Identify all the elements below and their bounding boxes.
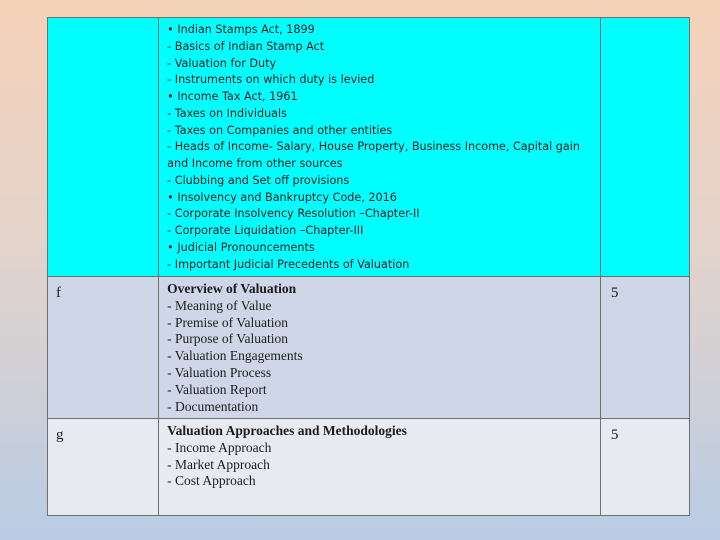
list-item: - Income Approach <box>167 439 272 455</box>
list-item: • Judicial Pronouncements <box>167 240 315 254</box>
list-item: - Corporate Insolvency Resolution –Chapter-II <box>167 207 420 221</box>
row-label: g <box>56 427 64 443</box>
topics-cell <box>159 419 601 516</box>
marks-cell <box>600 18 689 277</box>
list-item: - Meaning of Value <box>167 297 272 313</box>
unit-heading: Overview of Valuation <box>167 281 297 296</box>
syllabus-table <box>47 17 690 516</box>
list-item: • Indian Stamps Act, 1899 <box>167 23 315 36</box>
list-item: - Valuation for Duty <box>167 56 277 70</box>
list-item: - Clubbing and Set off provisions <box>167 173 350 187</box>
marks-value: 5 <box>610 427 619 443</box>
list-item: - Taxes on Individuals <box>167 106 287 120</box>
list-item: - Market Approach <box>167 456 270 472</box>
list-item: • Insolvency and Bankruptcy Code, 2016 <box>167 190 397 204</box>
list-item: - Documentation <box>167 398 259 414</box>
row-label-cell <box>48 18 159 277</box>
list-item: - Premise of Valuation <box>167 314 289 330</box>
list-item: - Cost Approach <box>167 473 256 489</box>
list-item: - Instruments on which duty is levied <box>167 73 375 87</box>
table-row <box>48 277 690 419</box>
table-row <box>48 419 690 516</box>
list-item: - Valuation Report <box>167 381 267 397</box>
marks-value: 5 <box>610 285 619 301</box>
list-item: - Corporate Liquidation –Chapter-III <box>167 224 364 237</box>
row-label-cell <box>48 277 159 419</box>
list-item: • Income Tax Act, 1961 <box>167 90 298 103</box>
list-item: - Important Judicial Precedents of Valuation <box>167 257 410 271</box>
topics-list <box>159 277 600 415</box>
list-item: - Valuation Process <box>167 364 272 380</box>
topics-cell <box>159 18 601 277</box>
row-label-cell <box>48 419 159 516</box>
marks-cell <box>600 277 689 419</box>
list-item: - Purpose of Valuation <box>167 331 289 347</box>
marks-cell <box>600 419 689 516</box>
topics-list <box>159 18 600 273</box>
list-item: - Valuation Engagements <box>167 348 303 364</box>
list-item: - Taxes on Companies and other entities <box>167 123 393 137</box>
unit-heading: Valuation Approaches and Methodologies <box>167 423 407 438</box>
list-item: - Heads of Income- Salary, House Property, Business Income, Capital gain and Income from other sources <box>167 140 580 170</box>
list-item: - Basics of Indian Stamp Act <box>167 39 325 53</box>
table-row <box>48 18 690 277</box>
row-label: f <box>56 285 61 301</box>
topics-list <box>159 419 600 490</box>
topics-cell <box>159 277 601 419</box>
